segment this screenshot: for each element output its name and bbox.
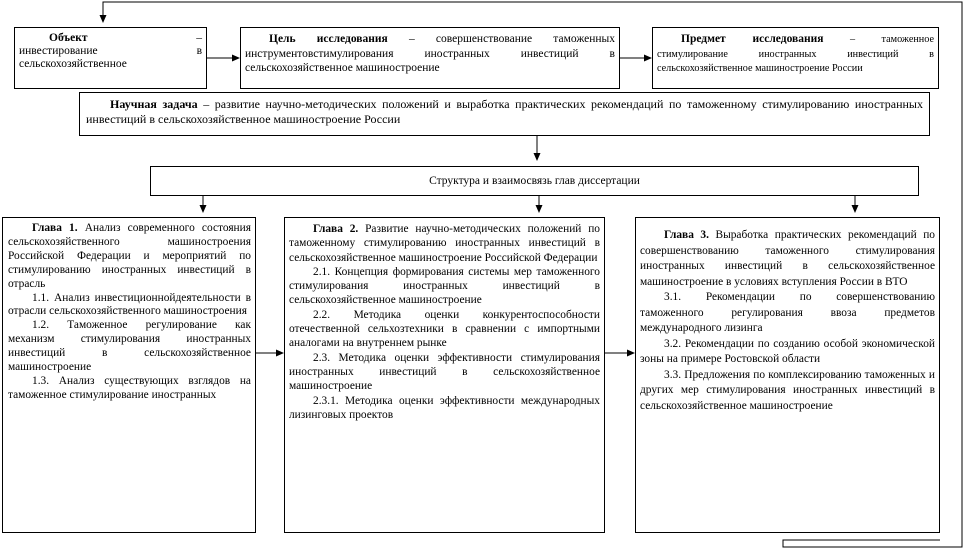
chapter-2-text: Развитие научно-методических положений по таможенному стимулированию иностранных инвестиций в сельскохозяйственное машиностроение Российской Федерации <box>289 223 600 264</box>
chapter-2-box <box>284 217 605 533</box>
chapter-3-box <box>635 217 940 533</box>
object-box <box>14 27 207 89</box>
task-box <box>79 92 930 136</box>
task-title: Научная задача <box>110 97 198 111</box>
chapter-2-item: 2.3. Методика оценки эффективности стимулирования иностранных инвестиций в сельскохозяйственное машиностроение <box>289 351 600 393</box>
object-dash: – <box>196 32 202 44</box>
object-title: Объект <box>49 32 88 44</box>
goal-box <box>240 27 620 89</box>
chapter-2-item: 2.1. Концепция формирования системы мер таможенного стимулирования иностранных инвестиций в сельскохозяйственное машиностроение <box>289 265 600 307</box>
subject-title: Предмет исследования <box>681 33 824 45</box>
chapter-1-item: 1.1. Анализ инвестиционнойдеятельности в отрасли сельскохозяйственного машиностроения <box>8 291 251 318</box>
chapter-2-item: 2.2. Методика оценки конкурентоспособности отечественной сельхозтехники в сравнении с импортными аналогами на внутреннем рынке <box>289 308 600 350</box>
chapter-1-item: 1.3. Анализ существующих взглядов на таможенное стимулирование иностранных <box>8 374 251 401</box>
object-text-3: сельскохозяйственное <box>19 57 127 70</box>
subject-paragraph <box>657 32 934 77</box>
goal-text: – совершенствование таможенных инструментовстимулирования иностранных инвестиций в сельскохозяйственное машиностроение <box>245 33 616 74</box>
chapter-2-title: Глава 2. <box>313 223 359 235</box>
structure-box <box>150 166 919 196</box>
chapter-1-heading <box>8 222 251 292</box>
chapter-1-title: Глава 1. <box>32 222 78 234</box>
chapter-3-heading <box>640 228 935 290</box>
structure-label: Структура и взаимосвязь глав диссертации <box>429 175 640 187</box>
goal-paragraph <box>245 32 615 76</box>
object-text-1: инвестирование <box>19 44 98 57</box>
chapter-1-text: Анализ современного состояния сельскохозяйственного машиностроения Российской Федерации и мероприятий по стимулированию иностранных инвестиций в отрасль <box>8 222 251 290</box>
chapter-1-box <box>2 217 256 533</box>
chapter-3-title: Глава 3. <box>664 229 709 241</box>
task-paragraph <box>86 97 923 127</box>
chapter-1-item: 1.2. Таможенное регулирование как механизм стимулирования иностранных инвестиций в сельскохозяйственное машиностроение <box>8 319 251 374</box>
chapter-3-item: 3.1. Рекомендации по совершенствованию таможенного регулирования ввоза предметов международного лизинга <box>640 291 935 334</box>
goal-title: Цель исследования <box>269 33 388 45</box>
object-text-2: в <box>196 44 202 57</box>
chapter-3-item: 3.3. Предложения по комплексированию таможенных и других мер стимулирования иностранных инвестиций в сельскохозяйственное машиностроение <box>640 368 935 412</box>
object-first-line <box>19 32 202 45</box>
chapter-3-text: Выработка практических рекомендаций по совершенствованию таможенного стимулирования иностранных инвестиций в сельскохозяйственное машиностроение в условиях вступления России в ВТО <box>640 229 935 288</box>
chapter-2-heading <box>289 222 600 265</box>
subject-text: – таможенное стимулирование иностранных инвестиций в сельскохозяйственное машиностроение России <box>657 34 934 75</box>
chapter-3-item: 3.2. Рекомендации по созданию особой экономической зоны на примере Ростовской области <box>640 337 935 365</box>
subject-box <box>652 27 939 89</box>
object-second-line <box>19 45 202 58</box>
task-text: – развитие научно-методических положений и выработка практических рекомендаций по таможенному стимулированию иностранных инвестиций в сельскохозяйственное машиностроение России <box>86 97 923 126</box>
chapter-2-item: 2.3.1. Методика оценки эффективности международных лизинговых проектов <box>289 394 600 421</box>
